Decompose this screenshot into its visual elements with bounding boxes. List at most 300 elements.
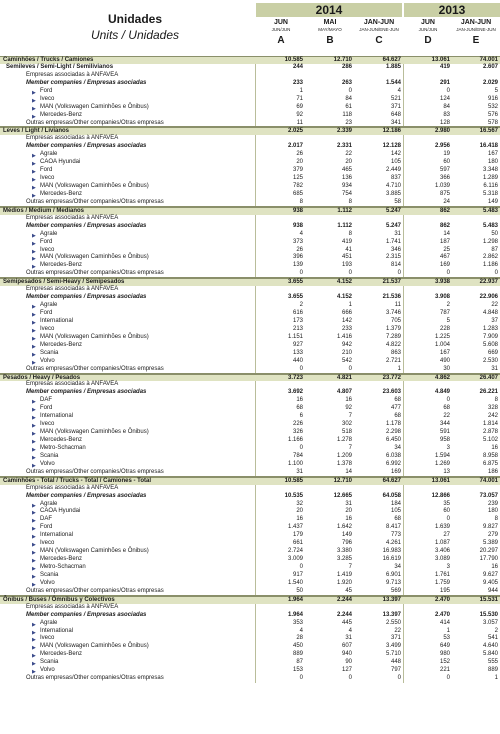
- row-value: 50: [296, 587, 303, 594]
- row-value: 184: [390, 500, 401, 507]
- row-value: 53: [443, 635, 450, 642]
- row-value: 173: [292, 317, 303, 324]
- row-value: 862: [439, 222, 450, 229]
- bullet-icon: ▶: [32, 573, 36, 580]
- row-value: 578: [487, 119, 498, 126]
- row-value: 934: [341, 183, 352, 189]
- row-value: 0: [299, 365, 303, 372]
- row-value: 3.938: [434, 279, 450, 286]
- row-value: 3.009: [287, 556, 303, 563]
- table-row: [0, 270, 500, 278]
- row-value: 4: [299, 230, 303, 237]
- row-value: 2.862: [482, 254, 498, 261]
- row-value: 12.710: [333, 477, 352, 484]
- table-row: [0, 485, 500, 493]
- row-label: Outras empresas/Other companies/Otras empresas: [26, 270, 164, 277]
- row-value: 22.906: [479, 294, 498, 301]
- row-value: 92: [345, 405, 352, 412]
- row-value: 69: [296, 103, 303, 110]
- row-label: MAN (Volkswagen Caminhões e Ônibus): [40, 183, 149, 189]
- bullet-icon: ▶: [32, 177, 36, 184]
- table-row: [0, 286, 500, 294]
- row-value: 167: [487, 151, 498, 158]
- bullet-icon: ▶: [32, 542, 36, 549]
- row-value: 16: [296, 516, 303, 523]
- table-row: [0, 80, 500, 88]
- table-row: [0, 572, 500, 580]
- row-value: 4.807: [336, 389, 352, 396]
- row-value: 1.419: [336, 571, 352, 578]
- row-value: 83: [443, 111, 450, 118]
- row-value: 12.866: [431, 492, 450, 499]
- row-label: Agrale: [40, 151, 58, 158]
- row-value: 193: [341, 262, 352, 269]
- row-value: 6: [299, 413, 303, 420]
- table-row: [0, 405, 500, 413]
- row-value: 68: [394, 397, 401, 404]
- row-value: 12.128: [382, 143, 401, 150]
- row-label: Ford: [40, 405, 53, 412]
- row-value: 20.297: [479, 548, 498, 555]
- row-label: International: [40, 317, 74, 324]
- row-value: 2.315: [385, 254, 401, 261]
- row-value: 648: [390, 111, 401, 118]
- row-value: 5.608: [482, 341, 498, 348]
- row-value: 6.450: [385, 437, 401, 443]
- row-value: 242: [487, 413, 498, 420]
- row-value: 73.057: [479, 492, 498, 499]
- row-value: 2.470: [434, 611, 450, 618]
- row-value: 341: [390, 119, 401, 126]
- row-value: 942: [341, 341, 352, 348]
- row-value: 0: [299, 444, 303, 451]
- row-value: 31: [345, 500, 352, 507]
- row-value: 195: [439, 587, 450, 594]
- row-label: Empresas associadas à ANFAVEA: [26, 484, 119, 491]
- row-value: 467: [439, 254, 450, 261]
- row-value: 685: [292, 190, 303, 197]
- section-row: [0, 56, 500, 64]
- row-value: 28: [296, 635, 303, 642]
- row-value: 2.331: [336, 143, 352, 150]
- bullet-icon: ▶: [32, 637, 36, 644]
- row-label: Iveco: [40, 421, 55, 428]
- table-row: [0, 239, 500, 247]
- row-label: Empresas associadas à ANFAVEA: [26, 214, 119, 221]
- row-value: 23.772: [382, 374, 401, 381]
- row-value: 773: [390, 532, 401, 539]
- table-row: [0, 556, 500, 564]
- row-value: 1.178: [385, 421, 401, 428]
- table-row: [0, 516, 500, 524]
- row-value: 1.741: [385, 238, 401, 245]
- bullet-icon: ▶: [32, 240, 36, 247]
- row-value: 179: [292, 532, 303, 539]
- row-value: 22: [443, 413, 450, 420]
- row-value: 576: [487, 111, 498, 118]
- row-value: 10.585: [284, 477, 303, 484]
- row-label: Outras empresas/Other companies/Otras empresas: [26, 468, 164, 475]
- table-row: [0, 120, 500, 128]
- table-row: [0, 548, 500, 556]
- row-value: 6.992: [385, 460, 401, 467]
- row-value: 371: [390, 635, 401, 642]
- row-value: 1.437: [287, 524, 303, 531]
- row-value: 210: [341, 349, 352, 356]
- row-value: 127: [341, 667, 352, 674]
- row-value: 6.875: [482, 460, 498, 467]
- bullet-icon: ▶: [32, 359, 36, 366]
- row-value: 1.416: [336, 333, 352, 340]
- row-value: 8: [348, 198, 352, 205]
- row-value: 20: [296, 508, 303, 515]
- row-value: 1.209: [336, 452, 352, 459]
- row-label: Member companies / Empresas asociadas: [26, 611, 147, 618]
- row-value: 84: [443, 103, 450, 110]
- row-label: Iveco: [40, 540, 55, 547]
- row-label: Outras empresas/Other companies/Otras empresas: [26, 675, 164, 682]
- table-row: [0, 135, 500, 143]
- row-value: 1.379: [385, 325, 401, 332]
- row-value: 0: [348, 87, 352, 94]
- row-label: Mercedes-Benz: [40, 190, 83, 197]
- table-row: [0, 612, 500, 620]
- bullet-icon: ▶: [32, 192, 36, 199]
- row-value: 21.536: [382, 294, 401, 301]
- row-value: 149: [341, 532, 352, 539]
- bullet-icon: ▶: [32, 431, 36, 438]
- bullet-icon: ▶: [32, 502, 36, 509]
- bullet-icon: ▶: [32, 351, 36, 358]
- row-label: Member companies / Empresas asociadas: [26, 143, 147, 150]
- row-label: Agrale: [40, 302, 58, 309]
- row-value: 41: [345, 246, 352, 253]
- column-header-sublabel: MAY/MAYO: [318, 27, 342, 32]
- column-header-label: JAN-JUN: [460, 19, 492, 26]
- row-value: 3.499: [385, 643, 401, 650]
- row-label: Ford: [40, 238, 53, 245]
- row-label: Volvo: [40, 667, 55, 674]
- row-value: 3.285: [336, 556, 352, 563]
- row-value: 0: [299, 270, 303, 277]
- table-row: [0, 143, 500, 151]
- bullet-icon: ▶: [32, 105, 36, 112]
- table-row: [0, 389, 500, 397]
- table-row: [0, 64, 500, 72]
- column-header-letter: C: [375, 34, 383, 46]
- row-label: Ford: [40, 87, 53, 94]
- table-header: [0, 0, 500, 56]
- row-value: 3.380: [336, 548, 352, 555]
- row-value: 1.112: [337, 222, 352, 229]
- row-value: 6.901: [385, 571, 401, 578]
- row-label: Iveco: [40, 95, 55, 102]
- row-value: 58: [394, 198, 401, 205]
- row-value: 20: [296, 159, 303, 166]
- row-value: 68: [394, 516, 401, 523]
- column-header-d: [404, 19, 452, 46]
- row-value: 21.537: [382, 279, 401, 286]
- section-row: [0, 127, 500, 135]
- row-value: 20: [345, 159, 352, 166]
- row-label: Mercedes-Benz: [40, 556, 83, 563]
- row-value: 5.318: [482, 190, 498, 197]
- row-value: 465: [341, 167, 352, 174]
- row-value: 366: [439, 175, 450, 182]
- row-value: 24: [443, 198, 450, 205]
- row-value: 15.531: [479, 596, 498, 603]
- row-value: 607: [341, 643, 352, 650]
- row-value: 84: [345, 95, 352, 102]
- row-label: Member companies / Empresas asociadas: [26, 294, 147, 301]
- row-value: 14: [443, 230, 450, 237]
- table-row: [0, 302, 500, 310]
- row-value: 5.840: [482, 651, 498, 658]
- row-label: Outras empresas/Other companies/Otras empresas: [26, 365, 164, 372]
- column-header-e: [452, 19, 500, 46]
- row-value: 9.405: [482, 579, 498, 586]
- row-value: 419: [341, 238, 352, 245]
- row-value: 5.483: [482, 207, 498, 214]
- row-value: 5.483: [482, 222, 498, 229]
- row-value: 814: [390, 262, 401, 269]
- row-value: 16.567: [479, 128, 498, 135]
- table-row: [0, 294, 500, 302]
- row-value: 1.151: [287, 333, 303, 340]
- row-label: MAN (Volkswagen Caminhões e Ônibus): [40, 429, 149, 436]
- row-value: 26.221: [479, 389, 498, 396]
- row-value: 34: [394, 444, 401, 451]
- row-label: Metro-Schacman: [40, 564, 86, 570]
- row-value: 0: [397, 270, 401, 277]
- row-value: 68: [443, 405, 450, 412]
- row-value: 12.186: [382, 128, 401, 135]
- row-value: 0: [348, 365, 352, 372]
- row-value: 4.640: [482, 643, 498, 650]
- row-value: 4: [348, 627, 352, 634]
- row-value: 7: [348, 413, 352, 420]
- row-label: Iveco: [40, 175, 55, 182]
- column-header-label: MAI: [323, 19, 337, 26]
- row-value: 16.983: [382, 548, 401, 555]
- row-value: 373: [292, 238, 303, 245]
- column-header-c: [355, 19, 403, 46]
- row-value: 1.540: [287, 579, 303, 586]
- row-value: 142: [390, 151, 401, 158]
- row-value: 796: [341, 540, 352, 547]
- row-label: Volvo: [40, 579, 55, 586]
- bullet-icon: ▶: [32, 399, 36, 406]
- row-label: Member companies / Empresas asociadas: [26, 389, 147, 396]
- table-row: [0, 231, 500, 239]
- row-value: 31: [296, 468, 303, 475]
- row-value: 213: [292, 325, 303, 332]
- year-2014-header: 2014: [256, 3, 402, 17]
- row-value: 13: [443, 468, 450, 475]
- row-value: 64.058: [382, 492, 401, 499]
- bullet-icon: ▶: [32, 629, 36, 636]
- row-label: MAN (Volkswagen Caminhões e Ônibus): [40, 548, 149, 555]
- table-row: [0, 358, 500, 366]
- bullet-icon: ▶: [32, 510, 36, 517]
- row-value: 940: [341, 651, 352, 658]
- row-value: 477: [390, 405, 401, 412]
- row-value: 3: [446, 564, 450, 570]
- row-value: 1: [446, 627, 450, 634]
- bullet-icon: ▶: [32, 89, 36, 96]
- table-row: [0, 667, 500, 675]
- row-label: Empresas associadas à ANFAVEA: [26, 135, 119, 142]
- table-row: [0, 469, 500, 477]
- row-label: Volvo: [40, 460, 55, 467]
- table-row: [0, 350, 500, 358]
- row-value: 2: [299, 302, 303, 309]
- row-value: 862: [439, 207, 450, 214]
- column-header-label: JUN: [273, 19, 288, 26]
- row-value: 705: [390, 317, 401, 324]
- bullet-icon: ▶: [32, 439, 36, 445]
- row-label: Ford: [40, 524, 53, 531]
- row-value: 419: [439, 63, 450, 70]
- row-value: 927: [292, 341, 303, 348]
- row-value: 16.418: [479, 143, 498, 150]
- row-value: 35: [443, 500, 450, 507]
- bullet-icon: ▶: [32, 621, 36, 628]
- row-label: Leves / Light / Livianos: [3, 128, 70, 135]
- row-value: 1.283: [482, 325, 498, 332]
- row-value: 2.550: [385, 619, 401, 626]
- row-value: 8.958: [482, 452, 498, 459]
- row-value: 31: [491, 365, 498, 372]
- row-value: 597: [439, 167, 450, 174]
- row-label: Pesados / Heavy / Pesados: [3, 374, 81, 381]
- section-row: [0, 477, 500, 485]
- row-label: Ônibus / Buses / Ómnibus y Colectivos: [3, 596, 115, 603]
- row-label: Empresas associadas à ANFAVEA: [26, 603, 119, 610]
- row-label: Iveco: [40, 246, 55, 253]
- row-value: 7: [348, 564, 352, 570]
- bullet-icon: ▶: [32, 264, 36, 271]
- row-value: 353: [292, 619, 303, 626]
- section-row: [0, 596, 500, 604]
- row-value: 7: [348, 444, 352, 451]
- table-row: [0, 175, 500, 183]
- row-value: 9.627: [482, 571, 498, 578]
- row-label: Agrale: [40, 230, 58, 237]
- row-value: 286: [341, 63, 352, 70]
- table-row: [0, 326, 500, 334]
- row-value: 22: [491, 302, 498, 309]
- row-value: 1.761: [434, 571, 450, 578]
- row-value: 521: [390, 95, 401, 102]
- bullet-icon: ▶: [32, 645, 36, 652]
- row-value: 555: [487, 659, 498, 666]
- row-value: 4: [397, 87, 401, 94]
- row-label: Caminhões / Trucks / Camiones: [3, 57, 94, 63]
- row-value: 1.814: [482, 421, 498, 428]
- row-value: 2.298: [385, 429, 401, 436]
- row-value: 649: [439, 643, 450, 650]
- bullet-icon: ▶: [32, 462, 36, 469]
- bullet-icon: ▶: [32, 169, 36, 176]
- table-row: [0, 88, 500, 96]
- column-header-sublabel: JAN-JUN/ENE-JUN: [359, 27, 399, 32]
- row-value: 754: [341, 190, 352, 197]
- row-value: 2: [446, 302, 450, 309]
- row-value: 16: [296, 397, 303, 404]
- row-value: 105: [390, 508, 401, 515]
- row-value: 440: [292, 357, 303, 364]
- row-value: 169: [439, 262, 450, 269]
- row-value: 326: [292, 429, 303, 436]
- row-value: 30: [443, 365, 450, 372]
- table-row: [0, 508, 500, 516]
- row-value: 74.001: [479, 477, 498, 484]
- row-value: 8: [494, 397, 498, 404]
- table-row: [0, 397, 500, 405]
- row-value: 787: [439, 310, 450, 316]
- row-value: 1.964: [287, 596, 303, 603]
- bullet-icon: ▶: [32, 581, 36, 588]
- table-row: [0, 159, 500, 167]
- row-label: Metro-Schacman: [40, 444, 86, 451]
- bullet-icon: ▶: [32, 454, 36, 461]
- row-value: 4.261: [385, 540, 401, 547]
- row-label: Scania: [40, 452, 59, 459]
- row-value: 6.116: [483, 183, 498, 189]
- row-value: 2.339: [336, 128, 352, 135]
- row-value: 153: [292, 667, 303, 674]
- row-value: 541: [487, 635, 498, 642]
- row-value: 1: [299, 87, 303, 94]
- row-value: 263: [341, 79, 352, 86]
- row-value: 279: [487, 532, 498, 539]
- row-value: 1.112: [337, 207, 352, 214]
- row-value: 3.348: [482, 167, 498, 174]
- table-row: [0, 318, 500, 326]
- column-header-sublabel: JAN-JUN/ENE-JUN: [456, 27, 496, 32]
- units-title: Unidades: [107, 12, 162, 26]
- table-row: [0, 96, 500, 104]
- row-value: 9.713: [385, 579, 401, 586]
- row-value: 2.530: [482, 357, 498, 364]
- row-value: 863: [390, 349, 401, 356]
- table-row: [0, 437, 500, 445]
- row-value: 226: [292, 421, 303, 428]
- row-value: 1.186: [482, 262, 498, 269]
- bullet-icon: ▶: [32, 335, 36, 342]
- table-row: [0, 580, 500, 588]
- row-value: 105: [390, 159, 401, 166]
- row-value: 13.061: [431, 57, 450, 63]
- row-value: 139: [292, 262, 303, 269]
- row-value: 1.594: [434, 452, 450, 459]
- row-label: International: [40, 532, 74, 539]
- row-value: 3.746: [385, 310, 401, 316]
- row-value: 12.665: [333, 492, 352, 499]
- row-value: 4.862: [434, 374, 450, 381]
- row-value: 128: [439, 119, 450, 126]
- table-row: [0, 167, 500, 175]
- row-value: 450: [292, 643, 303, 650]
- row-value: 916: [487, 95, 498, 102]
- row-value: 371: [390, 103, 401, 110]
- row-value: 8: [299, 198, 303, 205]
- row-label: Scania: [40, 571, 59, 578]
- row-value: 2.244: [336, 596, 352, 603]
- row-value: 797: [390, 667, 401, 674]
- row-value: 2: [494, 627, 498, 634]
